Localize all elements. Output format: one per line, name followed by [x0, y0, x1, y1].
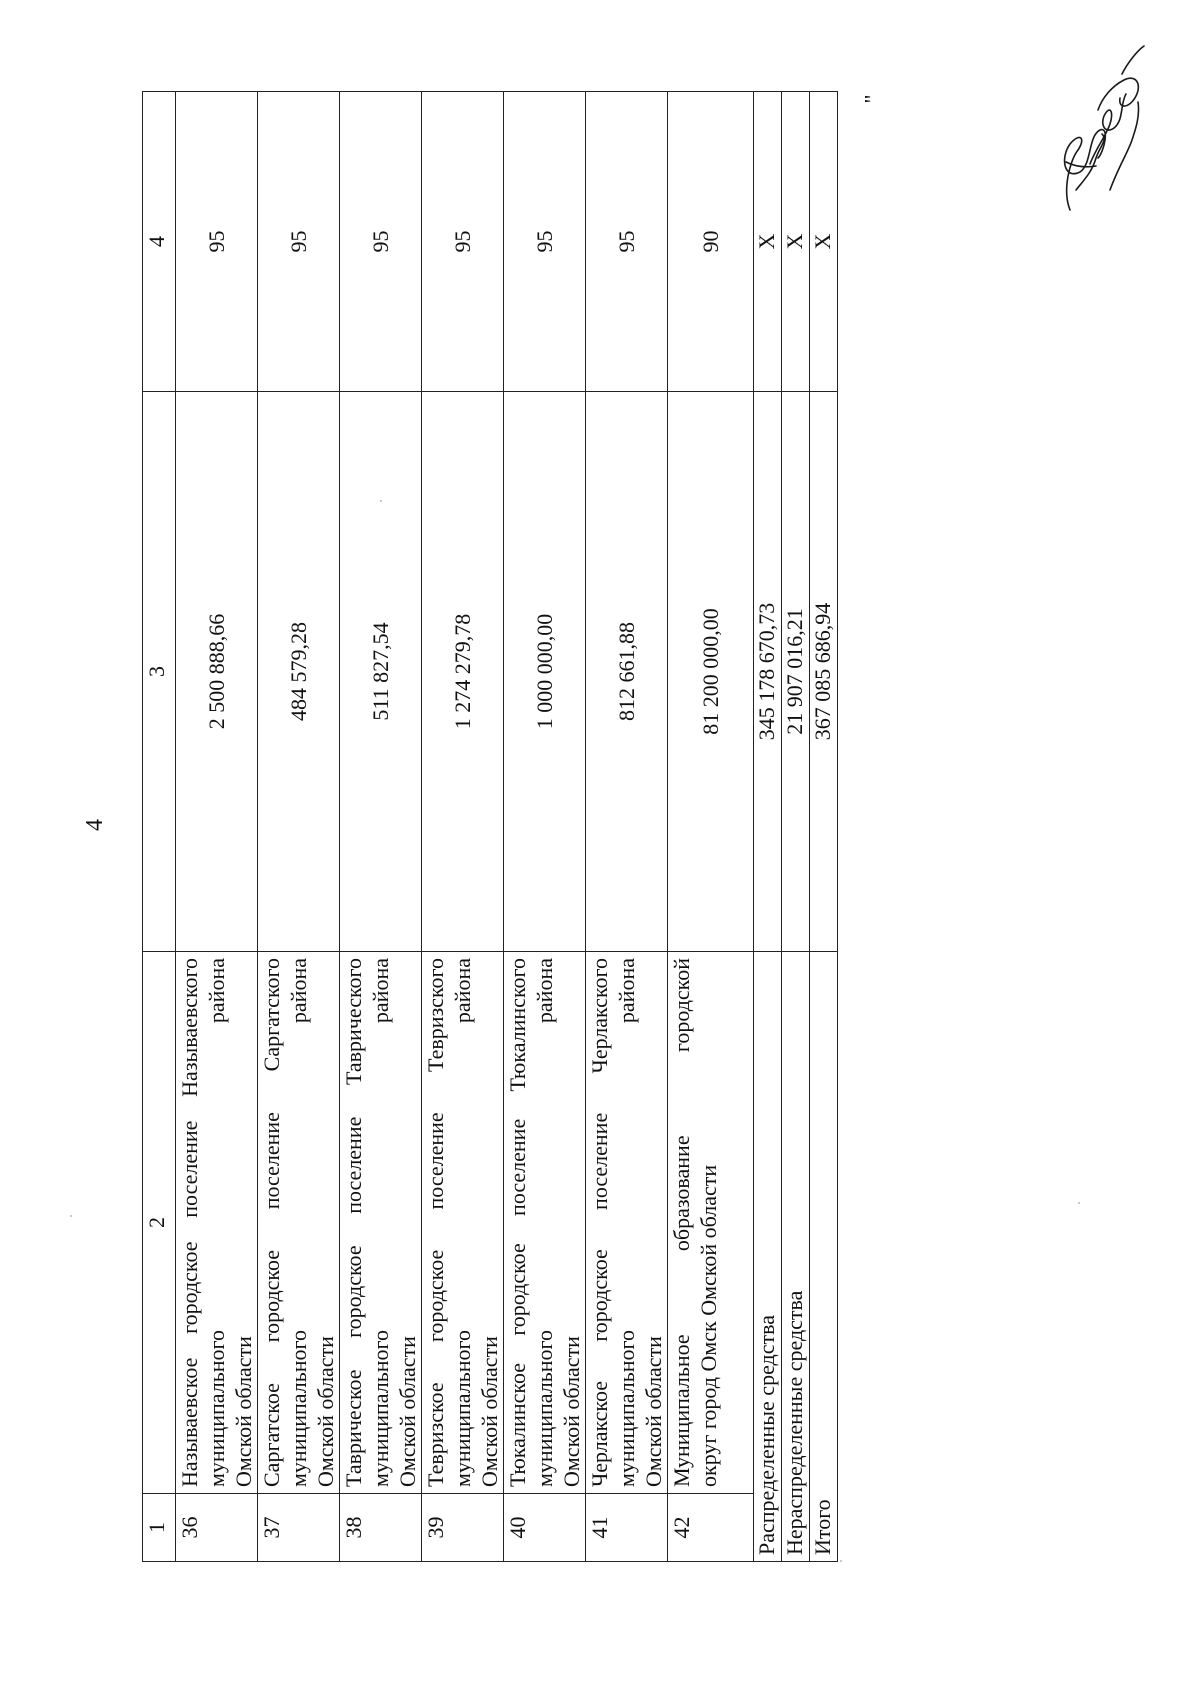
share-cell: 95: [504, 92, 586, 392]
row-number: 42: [668, 1494, 754, 1562]
amount-cell: 2 500 888,66: [176, 392, 258, 952]
amount-cell: 484 579,28: [258, 392, 340, 952]
table-row: [340, 92, 422, 1562]
row-number: 37: [258, 1494, 340, 1562]
share-cell: 95: [422, 92, 504, 392]
total-label: Распределенные средства: [754, 952, 782, 1562]
total-row: [782, 92, 810, 1562]
total-label: Итого: [810, 952, 838, 1562]
header-col-2: 2: [143, 952, 176, 1494]
table-row: [586, 92, 668, 1562]
total-amount: 21 907 016,21: [782, 392, 810, 952]
share-cell: 95: [176, 92, 258, 392]
total-row: [810, 92, 838, 1562]
total-share: X: [782, 92, 810, 392]
amount-cell: 1 000 000,00: [504, 392, 586, 952]
header-col-4: 4: [143, 92, 176, 392]
total-amount: 345 178 670,73: [754, 392, 782, 952]
table-row: [176, 92, 258, 1562]
municipality-name: Называевское городское поселение Называевского муниципального района Омской области: [176, 952, 258, 1494]
municipality-name: Муниципальное образование городской округ город Омск Омской области: [668, 952, 754, 1494]
page-number: 4: [82, 819, 108, 831]
header-col-3: 3: [143, 392, 176, 952]
municipality-name: Тюкалинское городское поселение Тюкалинского муниципального района Омской области: [504, 952, 586, 1494]
total-amount: 367 085 686,94: [810, 392, 838, 952]
table-row: [504, 92, 586, 1562]
row-number: 40: [504, 1494, 586, 1562]
municipality-name: Черлакское городское поселение Черлакского муниципального района Омской области: [586, 952, 668, 1494]
total-row: [754, 92, 782, 1562]
row-number: 38: [340, 1494, 422, 1562]
table-row: [668, 92, 754, 1562]
handwritten-signature: [1040, 40, 1150, 215]
total-label: Нераспределенные средства: [782, 952, 810, 1562]
amount-cell: 812 661,88: [586, 392, 668, 952]
total-share: X: [810, 92, 838, 392]
rotated-table-container: [142, 92, 882, 1562]
share-cell: 95: [340, 92, 422, 392]
table-header-row: [143, 92, 176, 1562]
closing-quote-mark: ": [859, 94, 885, 104]
table-row: [422, 92, 504, 1562]
municipality-name: Саргатское городское поселение Саргатского муниципального района Омской области: [258, 952, 340, 1494]
row-number: 36: [176, 1494, 258, 1562]
row-number: 41: [586, 1494, 668, 1562]
amount-cell: 1 274 279,78: [422, 392, 504, 952]
total-share: X: [754, 92, 782, 392]
share-cell: 95: [258, 92, 340, 392]
amount-cell: 81 200 000,00: [668, 392, 754, 952]
header-col-1: 1: [143, 1494, 176, 1562]
municipality-name: Таврическое городское поселение Таврического муниципального района Омской области: [340, 952, 422, 1494]
municipality-name: Тевризское городское поселение Тевризского муниципального района Омской области: [422, 952, 504, 1494]
amount-cell: 511 827,54: [340, 392, 422, 952]
share-cell: 95: [586, 92, 668, 392]
table-row: [258, 92, 340, 1562]
share-cell: 90: [668, 92, 754, 392]
allocation-table: [142, 91, 838, 1562]
row-number: 39: [422, 1494, 504, 1562]
